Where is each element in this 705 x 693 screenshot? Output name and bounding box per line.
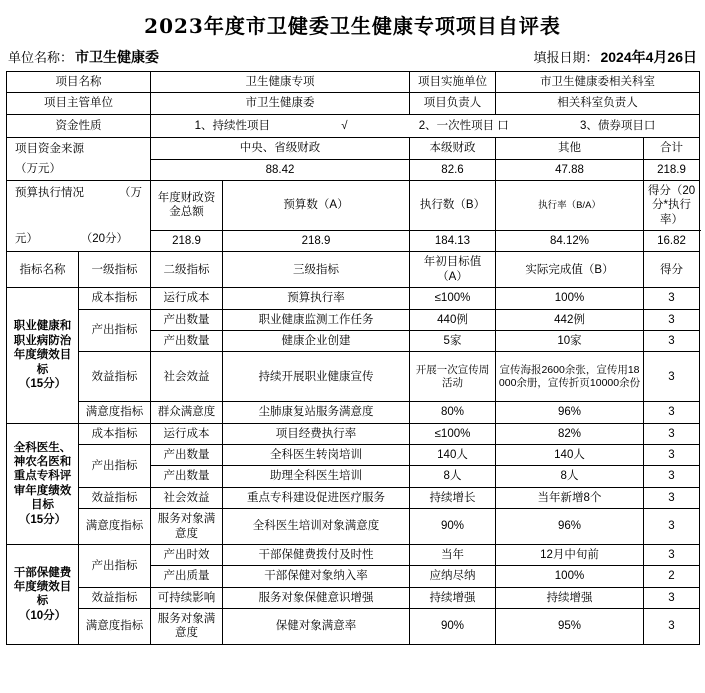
budget-exec-label	[7, 180, 151, 252]
score-value: 2	[644, 566, 700, 587]
fund-nature-option-1: 1、持续性项目	[194, 119, 270, 132]
fund-nature-option-3[interactable]: 3、债券项目口	[579, 119, 656, 132]
col-header-indicator-name: 指标名称	[7, 252, 79, 288]
fund-source-label-line1: 项目资金来源	[15, 143, 84, 156]
level3-indicator: 持续开展职业健康宣传	[223, 352, 410, 402]
table-row	[7, 180, 700, 230]
fund-nature-label: 资金性质	[7, 114, 151, 137]
table-header-row	[7, 252, 700, 288]
fund-nature-options	[151, 114, 700, 137]
level1-indicator: 满意度指标	[79, 402, 151, 423]
actual-value: 100%	[496, 566, 644, 587]
actual-value: 10家	[496, 330, 644, 351]
level3-indicator: 干部保健费拨付及时性	[223, 544, 410, 565]
fund-source-col-3: 合计	[644, 138, 700, 159]
budget-exec-score-label: （20分）	[80, 233, 128, 245]
level3-indicator: 重点专科建设促进医疗服务	[223, 487, 410, 508]
fund-nature-check-1[interactable]: √	[341, 119, 348, 132]
target-value: ≤100%	[410, 423, 496, 444]
budget-exec-label-line1: 预算执行情况	[15, 186, 84, 199]
budget-exec-col-2: 执行率（B/A）	[496, 180, 644, 230]
level2-indicator: 群众满意度	[151, 402, 223, 423]
actual-value: 96%	[496, 509, 644, 545]
section-name-line: 年度绩效目	[13, 349, 72, 362]
score-value: 3	[644, 445, 700, 466]
level3-indicator: 全科医生培训对象满意度	[223, 509, 410, 545]
unit-name-group	[8, 47, 159, 67]
level2-indicator: 社会效益	[151, 352, 223, 402]
level2-indicator: 产出时效	[151, 544, 223, 565]
col-header-target-line1: 年初目标值	[423, 256, 482, 269]
table-row	[7, 138, 700, 159]
project-name-value: 卫生健康专项	[151, 72, 410, 93]
budget-exec-label-line2: （万	[119, 186, 142, 199]
page-title: 2023年度市卫健委卫生健康专项项目自评表	[144, 14, 561, 38]
project-name-label: 项目名称	[7, 72, 151, 93]
table-row	[7, 288, 700, 309]
level3-indicator: 预算执行率	[223, 288, 410, 309]
actual-value: 当年新增8个	[496, 487, 644, 508]
level1-indicator: 产出指标	[79, 445, 151, 488]
level2-indicator: 社会效益	[151, 487, 223, 508]
col-header-score: 得分	[644, 252, 700, 288]
section-name-line: 干部保健费	[13, 566, 72, 579]
score-value: 3	[644, 509, 700, 545]
target-value: 140人	[410, 445, 496, 466]
fund-source-value-0: 88.42	[151, 159, 410, 180]
level1-indicator: 产出指标	[79, 544, 151, 587]
level1-indicator: 成本指标	[79, 423, 151, 444]
level2-indicator: 可持续影响	[151, 587, 223, 608]
table-row	[7, 509, 700, 545]
table-row	[7, 423, 700, 444]
fund-source-value-2: 47.88	[496, 159, 644, 180]
table-row	[7, 544, 700, 565]
level1-indicator: 满意度指标	[79, 509, 151, 545]
table-row	[7, 487, 700, 508]
section-name-line: 年度绩效目	[13, 580, 72, 593]
section-name-line: （15分）	[18, 513, 67, 526]
report-date-label: 填报日期：	[533, 50, 599, 65]
table-row	[7, 114, 700, 137]
table-row	[7, 93, 700, 114]
section-name-line: 标	[36, 595, 49, 608]
level2-indicator: 产出数量	[151, 309, 223, 330]
level2-indicator: 产出质量	[151, 566, 223, 587]
target-value: 应纳尽纳	[410, 566, 496, 587]
actual-value: 宣传海报2600余张，宣传用18000余册，宣传折页10000余份	[496, 352, 644, 402]
level2-indicator: 产出数量	[151, 445, 223, 466]
table-row	[7, 309, 700, 330]
section-name-2	[7, 544, 79, 644]
table-row	[7, 609, 700, 645]
budget-exec-col-3: 得分（20分*执行率）	[644, 180, 700, 230]
budget-exec-row-label-line2: 金总额	[169, 206, 204, 219]
target-value: 开展一次宣传周活动	[410, 352, 496, 402]
level2-indicator: 运行成本	[151, 288, 223, 309]
target-value: 440例	[410, 309, 496, 330]
level2-indicator: 服务对象满意度	[151, 609, 223, 645]
budget-exec-row-label-line1: 年度财政资	[157, 192, 216, 205]
col-header-level2: 二级指标	[151, 252, 223, 288]
owner-label: 项目负责人	[410, 93, 496, 114]
level3-indicator: 项目经费执行率	[223, 423, 410, 444]
score-value: 3	[644, 466, 700, 487]
budget-exec-value-2: 84.12%	[496, 231, 644, 252]
level3-indicator: 职业健康监测工作任务	[223, 309, 410, 330]
section-name-0	[7, 288, 79, 424]
unit-name-value: 市卫生健康委	[75, 49, 160, 65]
col-header-level3: 三级指标	[223, 252, 410, 288]
fund-source-label-line2: （万元）	[15, 162, 61, 175]
table-row	[7, 72, 700, 93]
actual-value: 100%	[496, 288, 644, 309]
level1-indicator: 满意度指标	[79, 609, 151, 645]
impl-unit-value: 市卫生健康委相关科室	[496, 72, 700, 93]
level3-indicator: 健康企业创建	[223, 330, 410, 351]
section-name-line: 神农名医和	[13, 456, 72, 468]
target-value: 90%	[410, 509, 496, 545]
level3-indicator: 助理全科医生培训	[223, 466, 410, 487]
actual-value: 持续增强	[496, 587, 644, 608]
level2-indicator: 产出数量	[151, 330, 223, 351]
level1-indicator: 效益指标	[79, 352, 151, 402]
target-value: 90%	[410, 609, 496, 645]
score-value: 3	[644, 402, 700, 423]
manage-unit-value: 市卫生健康委	[151, 93, 410, 114]
section-name-line: 目标	[31, 499, 54, 512]
section-name-line: 全科医生、	[13, 441, 72, 454]
level3-indicator: 服务对象保健意识增强	[223, 587, 410, 608]
level2-indicator: 产出数量	[151, 466, 223, 487]
target-value: ≤100%	[410, 288, 496, 309]
table-row	[7, 402, 700, 423]
level2-indicator: 运行成本	[151, 423, 223, 444]
budget-exec-row-label	[151, 180, 223, 230]
budget-exec-total: 218.9	[151, 231, 223, 252]
score-value: 3	[644, 423, 700, 444]
section-name-line: 职业健康和	[13, 320, 72, 333]
score-value: 3	[644, 288, 700, 309]
fund-source-value-3: 218.9	[644, 159, 700, 180]
actual-value: 442例	[496, 309, 644, 330]
budget-exec-label-line3: 元）	[15, 233, 38, 245]
target-value: 80%	[410, 402, 496, 423]
budget-exec-col-0: 预算数（A）	[223, 180, 410, 230]
level3-indicator: 全科医生转岗培训	[223, 445, 410, 466]
col-header-actual: 实际完成值（B）	[496, 252, 644, 288]
actual-value: 140人	[496, 445, 644, 466]
owner-value: 相关科室负责人	[496, 93, 700, 114]
level1-indicator: 产出指标	[79, 309, 151, 352]
actual-value: 95%	[496, 609, 644, 645]
score-value: 3	[644, 609, 700, 645]
score-value: 3	[644, 487, 700, 508]
section-name-line: （10分）	[18, 609, 67, 622]
section-name-line: 重点专科评	[13, 470, 72, 483]
level3-indicator: 干部保健对象纳入率	[223, 566, 410, 587]
score-value: 3	[644, 587, 700, 608]
target-value: 5家	[410, 330, 496, 351]
section-name-line: 审年度绩效	[13, 484, 72, 497]
section-name-line: 职业病防治	[13, 334, 72, 347]
manage-unit-label: 项目主管单位	[7, 93, 151, 114]
unit-name-label: 单位名称：	[8, 50, 74, 65]
target-value: 当年	[410, 544, 496, 565]
table-row	[7, 445, 700, 466]
table-row	[7, 352, 700, 402]
budget-exec-value-1: 184.13	[410, 231, 496, 252]
col-header-level1: 一级指标	[79, 252, 151, 288]
level1-indicator: 成本指标	[79, 288, 151, 309]
level3-indicator: 尘肺康复站服务满意度	[223, 402, 410, 423]
section-name-line: 标	[36, 363, 49, 376]
fund-source-col-1: 本级财政	[410, 138, 496, 159]
table-row	[7, 587, 700, 608]
fund-source-label	[7, 138, 151, 181]
score-value: 3	[644, 309, 700, 330]
fund-source-value-1: 82.6	[410, 159, 496, 180]
budget-exec-value-3: 16.82	[644, 231, 700, 252]
actual-value: 12月中旬前	[496, 544, 644, 565]
fund-source-col-2: 其他	[496, 138, 644, 159]
meta-row	[6, 47, 699, 71]
col-header-target	[410, 252, 496, 288]
target-value: 持续增长	[410, 487, 496, 508]
level3-indicator: 保健对象满意率	[223, 609, 410, 645]
budget-exec-col-1: 执行数（B）	[410, 180, 496, 230]
budget-exec-value-0: 218.9	[223, 231, 410, 252]
score-value: 3	[644, 330, 700, 351]
report-date-group	[533, 47, 697, 67]
self-evaluation-table	[6, 71, 700, 645]
fund-source-col-0: 中央、省级财政	[151, 138, 410, 159]
fund-nature-option-2[interactable]: 2、一次性项目 口	[418, 119, 509, 132]
actual-value: 8人	[496, 466, 644, 487]
report-date-value: 2024年4月26日	[600, 49, 697, 65]
target-value: 8人	[410, 466, 496, 487]
target-value: 持续增强	[410, 587, 496, 608]
actual-value: 82%	[496, 423, 644, 444]
level1-indicator: 效益指标	[79, 487, 151, 508]
actual-value: 96%	[496, 402, 644, 423]
col-header-target-line2: （A）	[437, 270, 468, 283]
score-value: 3	[644, 352, 700, 402]
section-name-1	[7, 423, 79, 544]
section-name-line: （15分）	[18, 377, 67, 390]
score-value: 3	[644, 544, 700, 565]
level2-indicator: 服务对象满意度	[151, 509, 223, 545]
level1-indicator: 效益指标	[79, 587, 151, 608]
impl-unit-label: 项目实施单位	[410, 72, 496, 93]
